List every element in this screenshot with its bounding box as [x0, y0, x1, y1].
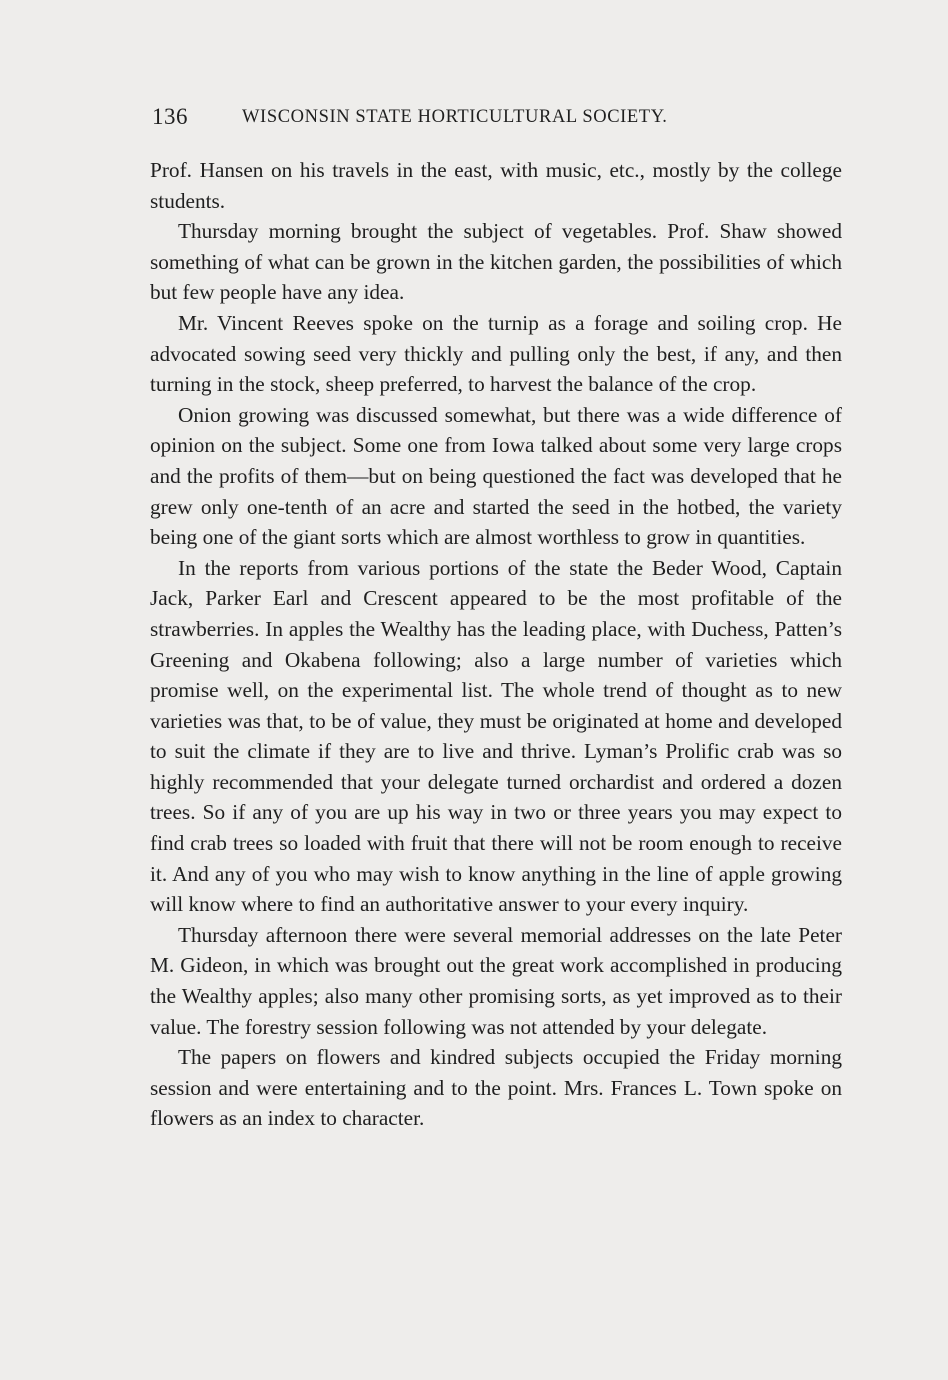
paragraph-turnip: Mr. Vincent Reeves spoke on the turnip as a forage and soiling crop. He advocated sowing seed very thickly and pulling only the best, if any, and then turning in the stock, sheep preferred, to harvest the balance of the crop.: [150, 310, 842, 397]
paragraph-memorial: Thursday afternoon there were several memorial addresses on the late Peter M. Gideon, in which was brought out the great work accomplished in producing the Wealthy apples; also many other promising sorts, as yet improved as to their value. The forestry session following was not attended by your delegate.: [150, 922, 842, 1039]
page-number: 136: [152, 104, 188, 129]
paragraph-continued: Prof. Hansen on his travels in the east, with music, etc., mostly by the college students.: [150, 158, 842, 213]
paragraph-fruit-reports: In the reports from various portions of the state the Beder Wood, Captain Jack, Parker Earl and Crescent appeared to be the most profitable of the strawberries. In apples the Wealthy has the leading place, with Duchess, Patten’s Greening and Okabena following; also a large number of varieties which promise well, on the experimental list. The whole trend of thought as to new varieties was that, to be of value, they must be originated at home and developed to suit the climate if they are to live and thrive. Lyman’s Prolific crab was so highly recommended that your delegate turned orchardist and ordered a dozen trees. So if any of you are up his way in two or three years you may expect to find crab trees so loaded with fruit that there will not be room enough to receive it. And any of you who may wish to know anything in the line of apple growing will know where to find an authoritative answer to your every inquiry.: [150, 555, 842, 917]
paragraph-onion: Onion growing was discussed somewhat, but there was a wide difference of opinion on the subject. Some one from Iowa talked about some very large crops and the profits of them—but on being questioned the fact was developed that he grew only one-tenth of an acre and started the seed in the hotbed, the variety being one of the giant sorts which are almost worthless to grow in quantities.: [150, 402, 842, 550]
running-head: [152, 104, 844, 136]
running-title: WISCONSIN STATE HORTICULTURAL SOCIETY.: [242, 107, 668, 127]
paragraph-flowers: The papers on flowers and kindred subjects occupied the Friday morning session and were entertaining and to the point. Mrs. Frances L. Town spoke on flowers as an index to character.: [150, 1045, 842, 1131]
body-text: [150, 155, 842, 1134]
paragraph-vegetables: Thursday morning brought the subject of vegetables. Prof. Shaw showed something of what can be grown in the kitchen garden, the possibilities of which but few people have any idea.: [150, 219, 842, 305]
